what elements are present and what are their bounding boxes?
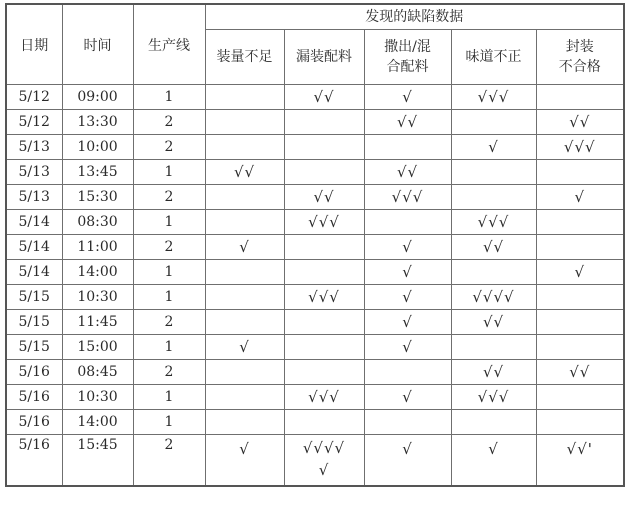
header-defect-label-line2: 合配料 [386,59,429,75]
cell-defect-tally [536,310,624,335]
header-defect-col [536,30,624,85]
cell-production-line: 1 [133,285,205,310]
cell-date: 5/16 [6,360,62,385]
cell-defect-tally [536,235,624,260]
cell-defect-tally: √ [205,235,284,260]
cell-date: 5/15 [6,310,62,335]
header-defect-col [451,30,536,85]
cell-time: 15:30 [62,185,133,210]
cell-defect-tally: √ [364,335,451,360]
header-production-line: 生产线 [133,4,205,85]
cell-defect-tally [284,410,364,435]
defect-table [5,3,625,487]
cell-defect-tally: √√√√ √ [284,435,364,487]
cell-date: 5/15 [6,335,62,360]
table-row [6,385,624,410]
cell-defect-tally: √ [364,385,451,410]
table-row [6,310,624,335]
cell-time: 14:00 [62,260,133,285]
cell-production-line: 2 [133,435,205,487]
table-row [6,235,624,260]
cell-defect-tally: √√ [364,160,451,185]
cell-production-line: 2 [133,310,205,335]
table-row [6,210,624,235]
cell-defect-tally: √√ [284,185,364,210]
cell-defect-tally [205,260,284,285]
cell-date: 5/14 [6,210,62,235]
table-row [6,285,624,310]
cell-defect-tally: √ [536,185,624,210]
cell-defect-tally [536,85,624,110]
header-defect-label-line1: 封装 [565,39,594,55]
cell-defect-tally [536,385,624,410]
cell-defect-tally: √ [364,285,451,310]
cell-defect-tally [205,185,284,210]
cell-defect-tally [364,410,451,435]
cell-date: 5/13 [6,135,62,160]
cell-defect-tally [284,160,364,185]
cell-defect-tally [284,110,364,135]
cell-defect-tally [451,185,536,210]
table-row [6,335,624,360]
cell-defect-tally: √√' [536,435,624,487]
cell-time: 10:30 [62,285,133,310]
cell-production-line: 1 [133,410,205,435]
cell-production-line: 1 [133,335,205,360]
cell-production-line: 1 [133,85,205,110]
cell-time: 10:00 [62,135,133,160]
header-defect-col [364,30,451,85]
cell-defect-tally [284,135,364,160]
cell-date: 5/12 [6,110,62,135]
cell-defect-tally: √√√ [451,385,536,410]
cell-time: 11:00 [62,235,133,260]
header-defect-col [205,30,284,85]
cell-defect-tally [364,135,451,160]
cell-time: 13:30 [62,110,133,135]
defect-check-sheet [5,3,623,508]
cell-date: 5/16 [6,385,62,410]
cell-production-line: 2 [133,235,205,260]
cell-defect-tally: √ [364,435,451,487]
cell-defect-tally [364,210,451,235]
cell-defect-tally: √√√ [451,85,536,110]
cell-defect-tally [451,260,536,285]
cell-defect-tally: √ [364,310,451,335]
header-defect-label-line2: 不合格 [558,59,601,75]
cell-date: 5/16 [6,410,62,435]
cell-defect-tally [451,110,536,135]
table-row [6,135,624,160]
cell-defect-tally [284,235,364,260]
cell-defect-tally: √√ [451,310,536,335]
table-row [6,185,624,210]
cell-defect-tally [205,385,284,410]
table-row [6,410,624,435]
header-time: 时间 [62,4,133,85]
cell-defect-tally [205,210,284,235]
cell-time: 15:45 [62,435,133,487]
cell-defect-tally: √ [364,235,451,260]
header-date: 日期 [6,4,62,85]
cell-time: 08:30 [62,210,133,235]
cell-defect-tally [536,160,624,185]
table-row [6,110,624,135]
cell-defect-tally [205,360,284,385]
cell-defect-tally: √ [364,260,451,285]
cell-defect-tally [205,110,284,135]
cell-defect-tally: √√√√ [451,285,536,310]
cell-defect-tally [205,285,284,310]
cell-production-line: 2 [133,185,205,210]
cell-production-line: 2 [133,135,205,160]
cell-defect-tally: √ [536,260,624,285]
cell-defect-tally [536,285,624,310]
cell-defect-tally: √ [364,85,451,110]
cell-defect-tally [205,410,284,435]
cell-time: 13:45 [62,160,133,185]
cell-time: 08:45 [62,360,133,385]
cell-defect-tally: √√ [536,360,624,385]
cell-date: 5/12 [6,85,62,110]
cell-defect-tally: √√ [364,110,451,135]
cell-defect-tally [284,310,364,335]
header-defect-label-line1: 味道不正 [465,49,522,65]
cell-defect-tally: √√ [536,110,624,135]
cell-defect-tally: √√√ [284,285,364,310]
cell-time: 15:00 [62,335,133,360]
cell-production-line: 1 [133,160,205,185]
cell-date: 5/13 [6,185,62,210]
cell-defect-tally: √√ [451,235,536,260]
header-defect-label-line1: 漏装配料 [296,49,352,65]
cell-time: 14:00 [62,410,133,435]
cell-defect-tally: √√√ [284,385,364,410]
table-row [6,160,624,185]
cell-time: 11:45 [62,310,133,335]
cell-defect-tally: √√√ [536,135,624,160]
cell-defect-tally [451,410,536,435]
cell-production-line: 1 [133,260,205,285]
cell-defect-tally: √√ [284,85,364,110]
cell-defect-tally: √ [205,335,284,360]
cell-defect-tally [364,360,451,385]
cell-date: 5/15 [6,285,62,310]
cell-production-line: 2 [133,360,205,385]
cell-production-line: 1 [133,385,205,410]
header-defect-label-line1: 装量不足 [216,49,273,65]
cell-defect-tally: √√√ [364,185,451,210]
cell-defect-tally: √√ [451,360,536,385]
cell-defect-tally [284,360,364,385]
header-defect-col [284,30,364,85]
table-row [6,360,624,385]
cell-defect-tally: √ [451,135,536,160]
cell-defect-tally [536,335,624,360]
cell-defect-tally [536,210,624,235]
cell-defect-tally: √√√ [451,210,536,235]
cell-date: 5/13 [6,160,62,185]
cell-defect-tally: √ [451,435,536,487]
header-defect-label-line1: 撒出/混 [384,39,431,55]
cell-time: 09:00 [62,85,133,110]
cell-defect-tally [536,410,624,435]
cell-defect-tally [205,85,284,110]
table-row [6,260,624,285]
cell-defect-tally: √√ [205,160,284,185]
cell-defect-tally: √√√ [284,210,364,235]
cell-time: 10:30 [62,385,133,410]
cell-date: 5/14 [6,260,62,285]
table-row [6,435,624,487]
cell-defect-tally [284,335,364,360]
cell-date: 5/14 [6,235,62,260]
cell-defect-tally: √ [205,435,284,487]
cell-defect-tally [205,310,284,335]
table-row [6,85,624,110]
cell-production-line: 1 [133,210,205,235]
cell-defect-tally [205,135,284,160]
cell-defect-tally [451,160,536,185]
cell-production-line: 2 [133,110,205,135]
header-defects-group: 发现的缺陷数据 [205,4,624,30]
cell-defect-tally [451,335,536,360]
cell-date: 5/16 [6,435,62,487]
cell-defect-tally [284,260,364,285]
